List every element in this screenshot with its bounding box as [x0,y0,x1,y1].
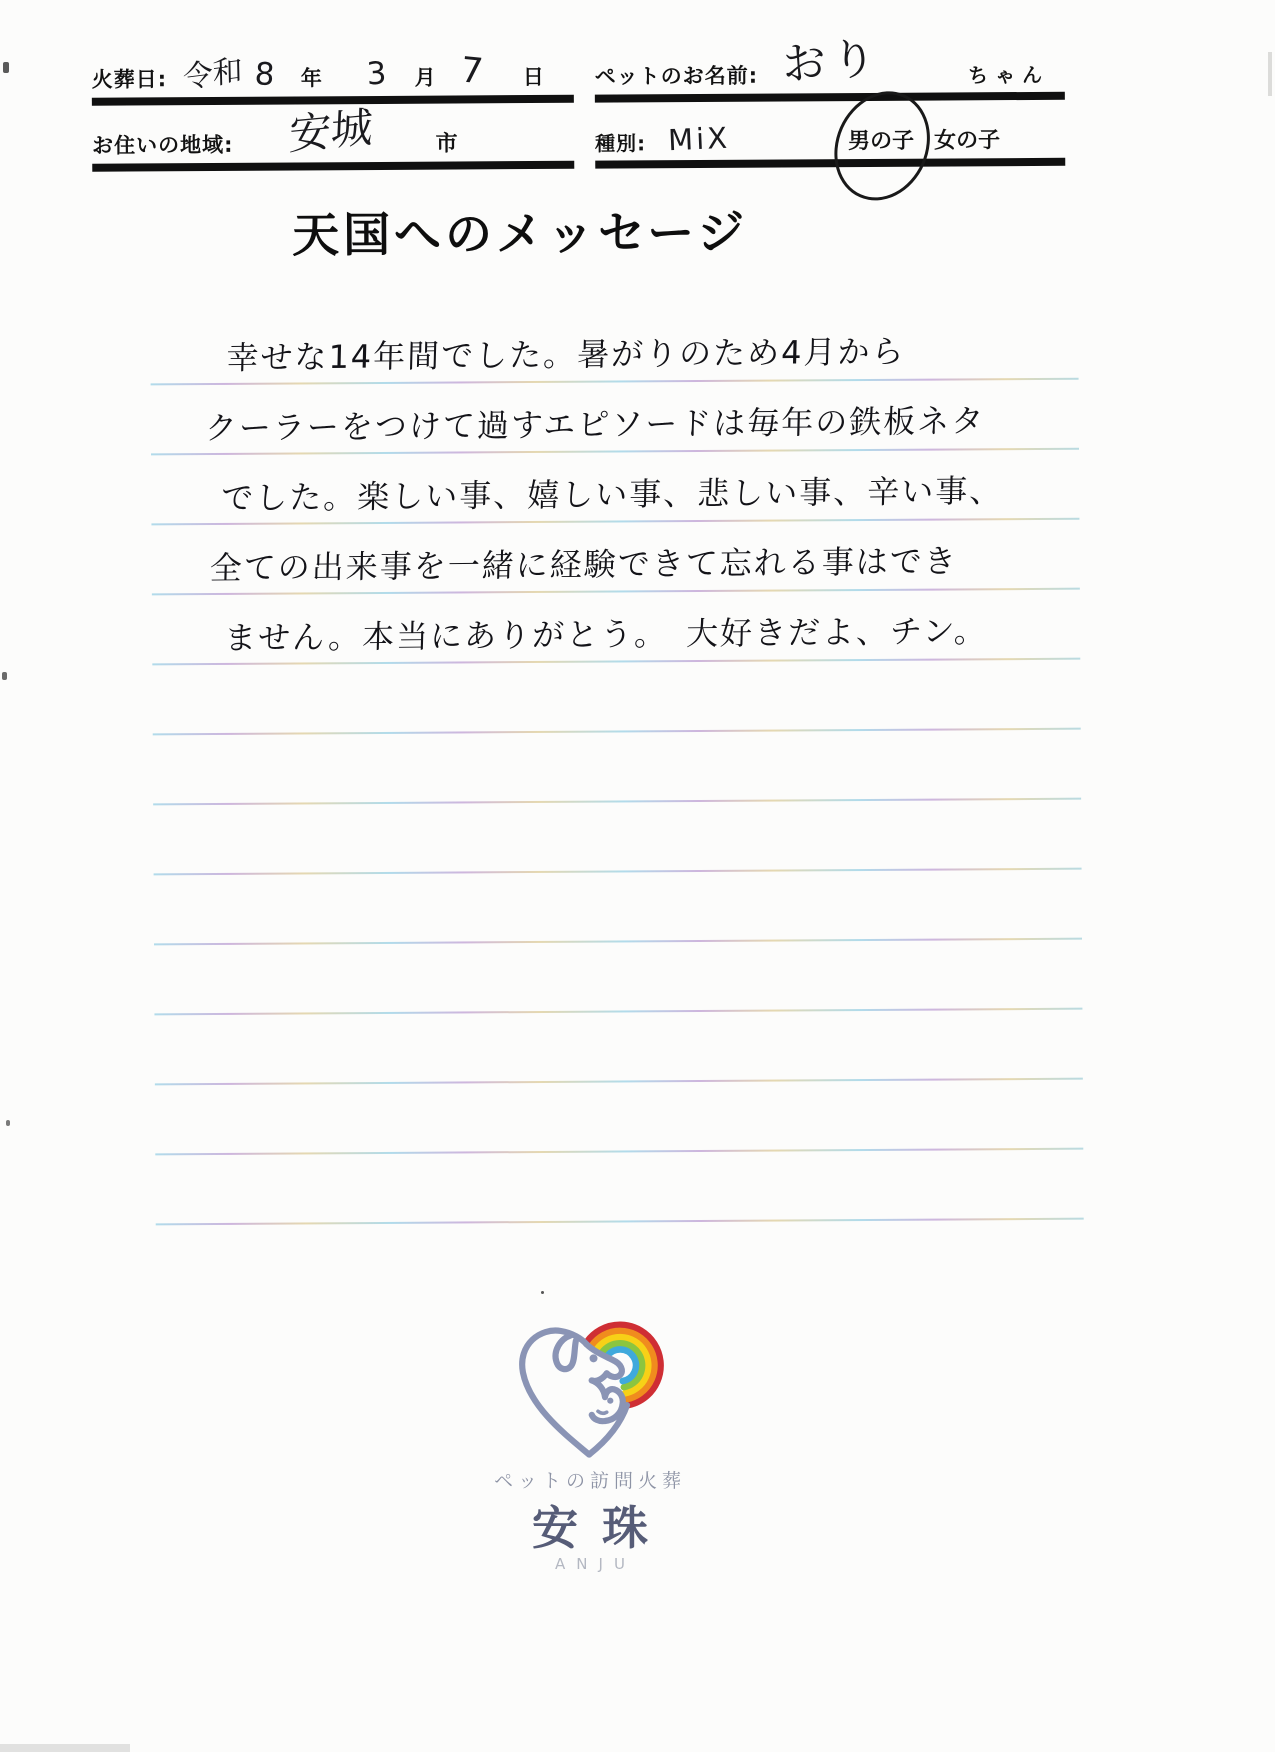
message-line [152,590,1080,666]
cremation-date-field [92,45,574,106]
message-line [150,310,1078,386]
scan-edge-smudge [0,1744,130,1752]
logo-tagline: ペットの訪問火葬 [493,1470,686,1492]
cremation-date-label: 火葬日: [91,67,168,92]
residence-field [92,102,574,172]
brand-name: 安珠 [532,1501,672,1555]
message-line [151,520,1079,596]
handwritten-month: 3 [365,55,388,93]
female-option-label: 女の子 [934,128,1001,154]
month-unit-label: 月 [414,65,437,90]
dog-eye [590,1354,598,1362]
scan-speck [3,62,9,73]
dog-cat-rainbow-heart-logo [497,1316,683,1466]
scan-edge-streak [1268,52,1272,96]
male-option [848,124,914,155]
day-unit-label: 日 [522,64,545,90]
handwritten-city: 安城 [288,102,375,160]
pet-name-field [594,32,1065,103]
species-field [595,108,1065,169]
message-line [151,380,1079,456]
cat-eye [607,1398,613,1404]
species-label: 種別: [595,131,647,156]
handwritten-day: 7 [458,50,485,93]
handwritten-message-line: 全ての出来事を一緒に経験できて忘れる事はでき [209,542,959,588]
handwritten-year: 8 [253,56,276,94]
handwritten-species: MiX [667,120,731,158]
handwritten-era: 令和 [182,53,244,96]
ruled-line-empty [154,1010,1082,1086]
ruled-line-empty [155,1150,1083,1226]
ruled-line-empty [153,730,1081,806]
handwritten-message-line: クーラーをつけて過すエピソードは毎年の鉄板ネタ [204,401,986,448]
handwritten-message-line: 幸せな14年間でした。暑がりのため4月から [225,332,907,377]
male-option-label: 男の子 [847,128,915,155]
city-unit-label: 市 [435,131,459,157]
message-line [151,450,1079,526]
pet-name-label: ペットのお名前: [594,63,759,89]
ruled-line-empty [154,870,1082,946]
handwritten-message-line: でした。楽しい事、嬉しい事、悲しい事、辛い事、 [220,471,1004,518]
ruled-line-empty [155,1080,1083,1156]
year-unit-label: 年 [300,66,323,91]
handwritten-pet-name: おり [780,32,885,91]
ruled-line-empty [153,800,1081,876]
message-area [150,310,1084,1226]
brand-roman-name: ANJU [555,1555,636,1573]
honorific-label: ちゃん [968,62,1050,88]
page-title: 天国へのメッセージ [291,205,749,264]
ruled-line-empty [154,940,1082,1016]
ruled-line-empty [152,660,1080,736]
residence-label: お住いの地域: [92,132,234,158]
scan-speck [6,1120,10,1126]
scan-speck [2,672,7,680]
scan-speck [541,1291,544,1294]
handwritten-message-line: ません。本当にありがとう。 大好きだよ、チン。 [223,611,989,658]
